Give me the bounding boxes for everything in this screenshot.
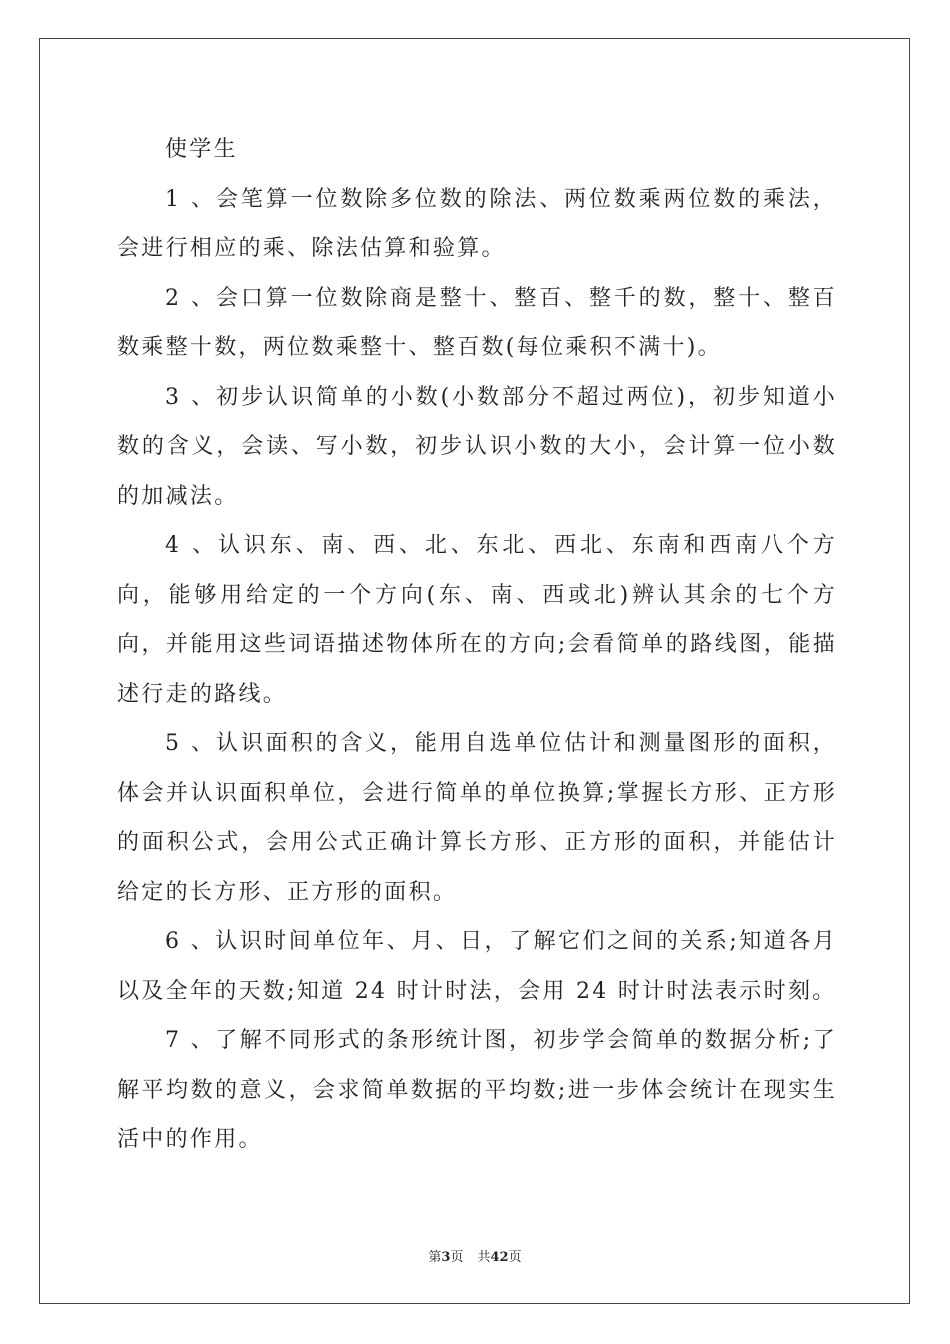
document-body bbox=[117, 125, 837, 1165]
objective-paragraph-2: 2 、会口算一位数除商是整十、整百、整千的数，整十、整百数乘整十数，两位数乘整十、整百数(每位乘积不满十)。 bbox=[117, 285, 837, 360]
objective-paragraph-1: 1 、会笔算一位数除多位数的除法、两位数乘两位数的乘法，会进行相应的乘、除法估算和验算。 bbox=[117, 186, 837, 261]
total-pages: 42 bbox=[490, 1250, 509, 1265]
objective-paragraph-3: 3 、初步认识简单的小数(小数部分不超过两位)，初步知道小数的含义，会读、写小数，初步认识小数的大小，会计算一位小数的加减法。 bbox=[117, 384, 837, 509]
objective-paragraph-7: 7 、了解不同形式的条形统计图，初步学会简单的数据分析;了解平均数的意义，会求简单数据的平均数;进一步体会统计在现实生活中的作用。 bbox=[117, 1028, 837, 1152]
page-footer bbox=[0, 1246, 950, 1265]
objective-paragraph-6: 6 、认识时间单位年、月、日，了解它们之间的关系;知道各月以及全年的天数;知道 24 时计时法，会用 24 时计时法表示时刻。 bbox=[117, 929, 837, 1004]
objective-paragraph-4: 4 、认识东、南、西、北、东北、西北、东南和西南八个方向，能够用给定的一个方向(东、南、西或北)辨认其余的七个方向，并能用这些词语描述物体所在的方向;会看简单的路线图，能描述行走的路线。 bbox=[117, 533, 837, 707]
page-number: 3 bbox=[441, 1250, 451, 1265]
page-suffix: 页 bbox=[450, 1250, 464, 1265]
objective-paragraph-5: 5 、认识面积的含义，能用自选单位估计和测量图形的面积，体会并认识面积单位，会进行简单的单位换算;掌握长方形、正方形的面积公式，会用公式正确计算长方形、正方形的面积，并能估计给定的长方形、正方形的面积。 bbox=[117, 731, 837, 905]
page-prefix: 第 bbox=[428, 1250, 442, 1265]
intro-text: 使学生 bbox=[165, 137, 238, 162]
total-suffix: 页 bbox=[508, 1250, 522, 1265]
total-prefix: 共 bbox=[477, 1250, 491, 1265]
